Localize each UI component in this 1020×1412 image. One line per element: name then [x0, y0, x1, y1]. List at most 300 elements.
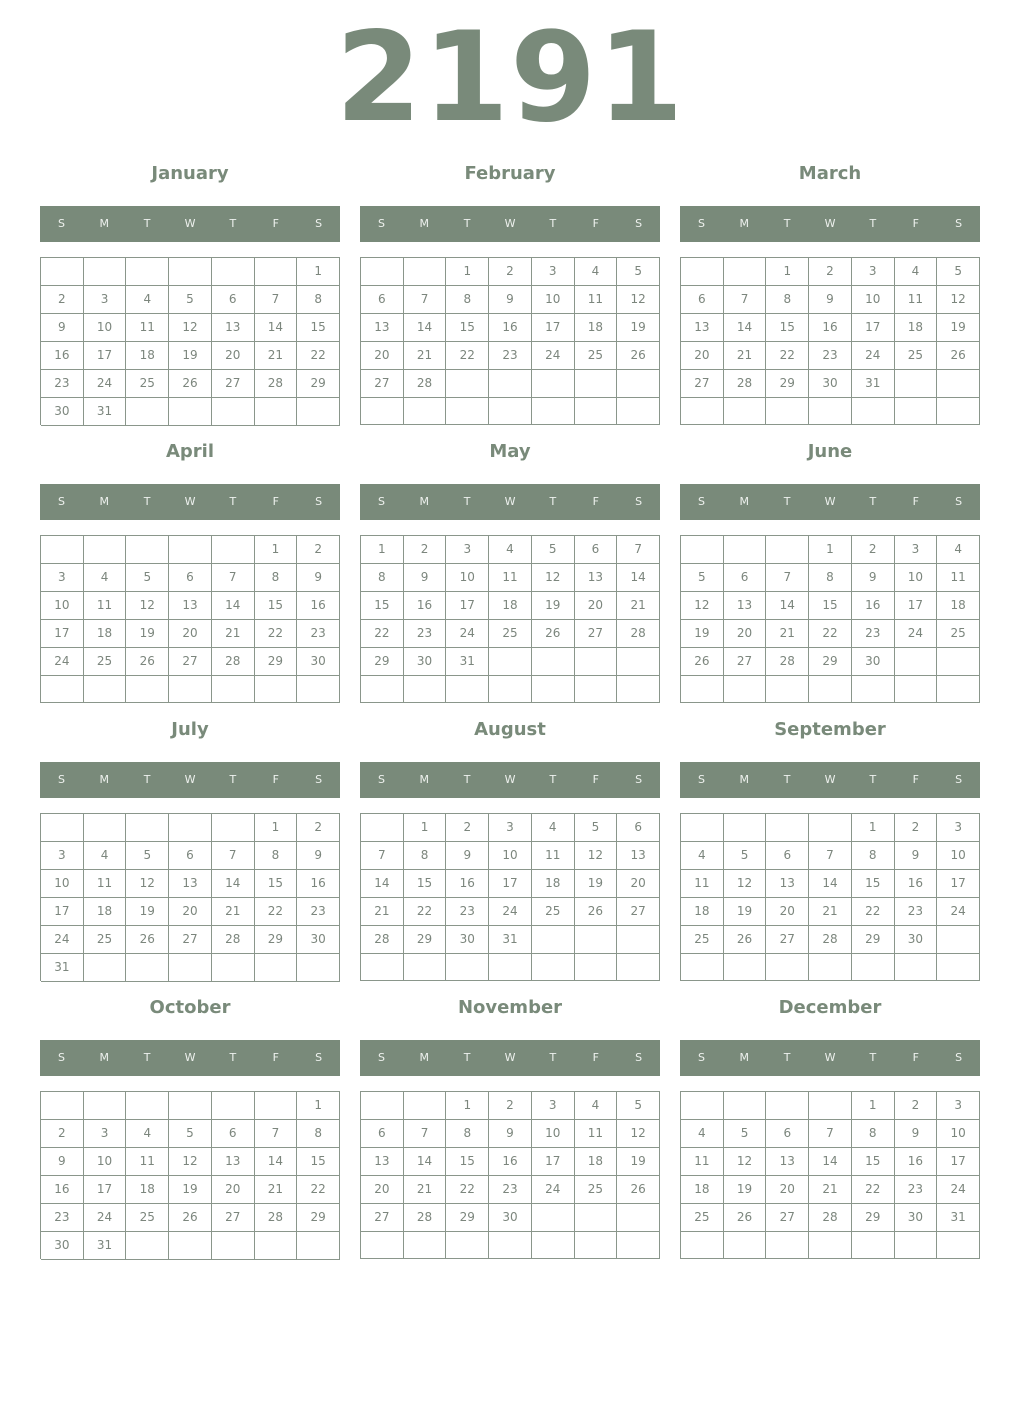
weekday-label: S — [377, 495, 385, 508]
day-grid — [40, 813, 340, 981]
day-cell: 22 — [255, 898, 298, 926]
month-name: October — [149, 997, 231, 1018]
day-cell: 20 — [575, 592, 618, 620]
day-grid — [680, 1091, 980, 1259]
weekday-label: S — [955, 495, 963, 508]
day-cell: 4 — [126, 286, 169, 314]
empty-day-cell — [809, 1232, 852, 1259]
empty-day-cell — [404, 1092, 447, 1120]
day-cell: 14 — [766, 592, 809, 620]
weekday-label: F — [912, 773, 919, 786]
day-cell: 24 — [446, 620, 489, 648]
day-cell: 11 — [532, 842, 575, 870]
day-cell: 2 — [41, 286, 84, 314]
day-cell: 17 — [532, 1148, 575, 1176]
day-cell: 25 — [937, 620, 980, 648]
day-cell: 15 — [809, 592, 852, 620]
empty-day-cell — [766, 1232, 809, 1259]
weekday-label: W — [184, 1051, 196, 1064]
day-cell: 26 — [617, 1176, 660, 1204]
day-cell: 6 — [766, 842, 809, 870]
day-cell: 30 — [404, 648, 447, 676]
day-cell: 28 — [255, 370, 298, 398]
day-cell: 8 — [404, 842, 447, 870]
weekday-label: T — [549, 1051, 557, 1064]
empty-day-cell — [681, 258, 724, 286]
day-cell: 27 — [361, 370, 404, 398]
day-cell: 14 — [404, 1148, 447, 1176]
day-cell: 15 — [766, 314, 809, 342]
month-name: September — [774, 719, 886, 740]
weekday-label: M — [419, 1051, 430, 1064]
empty-day-cell — [575, 648, 618, 676]
day-cell: 25 — [126, 370, 169, 398]
empty-day-cell — [617, 1232, 660, 1259]
empty-day-cell — [404, 1232, 447, 1259]
weekday-label: M — [419, 217, 430, 230]
day-cell: 5 — [617, 1092, 660, 1120]
empty-day-cell — [681, 1232, 724, 1259]
empty-day-cell — [446, 954, 489, 981]
weekday-label: T — [229, 217, 237, 230]
empty-day-cell — [212, 676, 255, 703]
empty-day-cell — [617, 676, 660, 703]
empty-day-cell — [937, 398, 980, 425]
weekday-label: F — [272, 495, 279, 508]
day-cell: 22 — [297, 342, 340, 370]
day-cell: 4 — [575, 258, 618, 286]
weekday-label: F — [592, 217, 599, 230]
day-cell: 20 — [361, 342, 404, 370]
day-cell: 17 — [41, 898, 84, 926]
weekday-header — [360, 762, 660, 798]
day-cell: 15 — [255, 870, 298, 898]
day-cell: 20 — [169, 620, 212, 648]
day-cell: 26 — [617, 342, 660, 370]
day-cell: 9 — [297, 842, 340, 870]
empty-day-cell — [126, 398, 169, 426]
day-cell: 20 — [766, 898, 809, 926]
day-cell: 14 — [617, 564, 660, 592]
day-cell: 5 — [169, 286, 212, 314]
day-cell: 13 — [361, 314, 404, 342]
day-cell: 23 — [489, 342, 532, 370]
day-cell: 13 — [766, 1148, 809, 1176]
day-cell: 21 — [809, 898, 852, 926]
day-cell: 24 — [937, 1176, 980, 1204]
empty-day-cell — [169, 1092, 212, 1120]
day-cell: 7 — [404, 286, 447, 314]
day-cell: 1 — [255, 814, 298, 842]
empty-day-cell — [169, 398, 212, 426]
day-cell: 16 — [297, 870, 340, 898]
day-cell: 8 — [255, 564, 298, 592]
day-cell: 23 — [852, 620, 895, 648]
day-cell: 23 — [446, 898, 489, 926]
empty-day-cell — [84, 536, 127, 564]
empty-day-cell — [681, 398, 724, 425]
weekday-label: W — [184, 495, 196, 508]
weekday-label: S — [57, 1051, 65, 1064]
day-cell: 24 — [532, 1176, 575, 1204]
weekday-label: W — [504, 773, 516, 786]
empty-day-cell — [404, 676, 447, 703]
day-cell: 12 — [617, 286, 660, 314]
day-cell: 18 — [937, 592, 980, 620]
empty-day-cell — [446, 676, 489, 703]
empty-day-cell — [361, 398, 404, 425]
day-cell: 3 — [489, 814, 532, 842]
day-cell: 27 — [169, 648, 212, 676]
weekday-label: F — [912, 217, 919, 230]
empty-day-cell — [895, 954, 938, 981]
day-cell: 10 — [489, 842, 532, 870]
weekday-label: W — [504, 495, 516, 508]
empty-day-cell — [766, 814, 809, 842]
month-name: February — [464, 163, 556, 184]
day-cell: 29 — [766, 370, 809, 398]
day-grid — [360, 535, 660, 703]
empty-day-cell — [84, 676, 127, 703]
day-cell: 29 — [297, 1204, 340, 1232]
day-cell: 6 — [575, 536, 618, 564]
day-cell: 6 — [361, 1120, 404, 1148]
day-cell: 28 — [361, 926, 404, 954]
day-cell: 3 — [446, 536, 489, 564]
weekday-header — [360, 484, 660, 520]
weekday-header — [680, 484, 980, 520]
weekday-label: S — [697, 773, 705, 786]
empty-day-cell — [446, 370, 489, 398]
day-cell: 17 — [446, 592, 489, 620]
day-cell: 10 — [41, 870, 84, 898]
day-cell: 27 — [169, 926, 212, 954]
day-cell: 25 — [681, 1204, 724, 1232]
day-cell: 22 — [361, 620, 404, 648]
empty-day-cell — [41, 536, 84, 564]
month-name: August — [474, 719, 546, 740]
day-cell: 7 — [361, 842, 404, 870]
month-name: January — [151, 163, 229, 184]
day-cell: 26 — [681, 648, 724, 676]
day-cell: 2 — [404, 536, 447, 564]
day-cell: 25 — [126, 1204, 169, 1232]
day-cell: 31 — [852, 370, 895, 398]
day-cell: 4 — [937, 536, 980, 564]
day-cell: 7 — [404, 1120, 447, 1148]
empty-day-cell — [255, 954, 298, 982]
day-cell: 27 — [575, 620, 618, 648]
empty-day-cell — [809, 954, 852, 981]
weekday-label: T — [549, 495, 557, 508]
day-cell: 23 — [297, 620, 340, 648]
day-cell: 1 — [852, 814, 895, 842]
empty-day-cell — [212, 814, 255, 842]
day-cell: 17 — [84, 1176, 127, 1204]
weekday-label: T — [143, 495, 151, 508]
weekday-label: F — [272, 217, 279, 230]
day-cell: 2 — [297, 814, 340, 842]
day-cell: 6 — [212, 1120, 255, 1148]
day-cell: 12 — [575, 842, 618, 870]
day-cell: 31 — [84, 398, 127, 426]
weekday-label: S — [315, 217, 323, 230]
day-cell: 13 — [766, 870, 809, 898]
day-cell: 11 — [126, 314, 169, 342]
weekday-label: S — [635, 773, 643, 786]
empty-day-cell — [681, 814, 724, 842]
day-cell: 8 — [852, 1120, 895, 1148]
empty-day-cell — [126, 536, 169, 564]
empty-day-cell — [489, 954, 532, 981]
day-cell: 15 — [446, 1148, 489, 1176]
day-cell: 14 — [212, 592, 255, 620]
day-cell: 1 — [255, 536, 298, 564]
day-cell: 22 — [852, 1176, 895, 1204]
day-grid — [360, 1091, 660, 1259]
empty-day-cell — [126, 258, 169, 286]
day-cell: 20 — [212, 342, 255, 370]
day-grid — [40, 257, 340, 425]
day-cell: 14 — [404, 314, 447, 342]
day-cell: 18 — [575, 314, 618, 342]
day-cell: 26 — [724, 926, 767, 954]
empty-day-cell — [212, 398, 255, 426]
day-cell: 7 — [617, 536, 660, 564]
day-cell: 3 — [41, 842, 84, 870]
day-cell: 29 — [809, 648, 852, 676]
day-cell: 19 — [937, 314, 980, 342]
weekday-label: W — [824, 773, 836, 786]
day-cell: 26 — [724, 1204, 767, 1232]
day-cell: 9 — [852, 564, 895, 592]
weekday-label: T — [549, 773, 557, 786]
weekday-label: T — [229, 773, 237, 786]
day-cell: 13 — [575, 564, 618, 592]
weekday-label: S — [57, 217, 65, 230]
day-cell: 7 — [809, 842, 852, 870]
day-cell: 10 — [532, 286, 575, 314]
empty-day-cell — [489, 1232, 532, 1259]
month-name: July — [171, 719, 209, 740]
empty-day-cell — [41, 1092, 84, 1120]
day-cell: 28 — [404, 1204, 447, 1232]
day-cell: 3 — [852, 258, 895, 286]
day-cell: 10 — [937, 1120, 980, 1148]
weekday-header — [40, 1040, 340, 1076]
day-cell: 24 — [41, 648, 84, 676]
day-cell: 6 — [169, 564, 212, 592]
empty-day-cell — [446, 398, 489, 425]
day-cell: 21 — [361, 898, 404, 926]
day-cell: 5 — [937, 258, 980, 286]
day-cell: 8 — [297, 286, 340, 314]
empty-day-cell — [724, 536, 767, 564]
day-cell: 20 — [212, 1176, 255, 1204]
day-cell: 23 — [489, 1176, 532, 1204]
day-cell: 4 — [895, 258, 938, 286]
day-cell: 13 — [169, 592, 212, 620]
day-cell: 18 — [895, 314, 938, 342]
empty-day-cell — [361, 814, 404, 842]
empty-day-cell — [212, 1232, 255, 1260]
day-cell: 9 — [446, 842, 489, 870]
empty-day-cell — [255, 398, 298, 426]
weekday-label: T — [143, 773, 151, 786]
day-cell: 10 — [852, 286, 895, 314]
empty-day-cell — [532, 954, 575, 981]
day-cell: 10 — [937, 842, 980, 870]
day-cell: 29 — [297, 370, 340, 398]
weekday-label: T — [229, 495, 237, 508]
empty-day-cell — [532, 926, 575, 954]
day-cell: 13 — [212, 1148, 255, 1176]
day-cell: 15 — [852, 870, 895, 898]
day-cell: 13 — [361, 1148, 404, 1176]
day-cell: 9 — [41, 1148, 84, 1176]
empty-day-cell — [126, 954, 169, 982]
day-cell: 15 — [297, 314, 340, 342]
day-cell: 30 — [41, 1232, 84, 1260]
empty-day-cell — [169, 258, 212, 286]
day-cell: 4 — [84, 842, 127, 870]
day-cell: 15 — [404, 870, 447, 898]
day-cell: 3 — [937, 814, 980, 842]
empty-day-cell — [126, 1092, 169, 1120]
day-cell: 23 — [297, 898, 340, 926]
day-cell: 6 — [724, 564, 767, 592]
day-cell: 25 — [575, 342, 618, 370]
day-cell: 26 — [937, 342, 980, 370]
day-cell: 17 — [937, 1148, 980, 1176]
day-cell: 22 — [255, 620, 298, 648]
empty-day-cell — [681, 954, 724, 981]
day-cell: 22 — [404, 898, 447, 926]
day-cell: 15 — [446, 314, 489, 342]
day-cell: 7 — [766, 564, 809, 592]
day-cell: 12 — [169, 314, 212, 342]
empty-day-cell — [404, 258, 447, 286]
day-grid — [680, 535, 980, 703]
day-cell: 26 — [532, 620, 575, 648]
day-cell: 8 — [809, 564, 852, 592]
weekday-label: F — [272, 1051, 279, 1064]
day-cell: 24 — [852, 342, 895, 370]
weekday-label: S — [697, 217, 705, 230]
day-cell: 6 — [617, 814, 660, 842]
day-cell: 9 — [404, 564, 447, 592]
day-cell: 11 — [681, 1148, 724, 1176]
empty-day-cell — [361, 954, 404, 981]
day-cell: 14 — [809, 870, 852, 898]
empty-day-cell — [532, 398, 575, 425]
day-cell: 11 — [937, 564, 980, 592]
empty-day-cell — [575, 398, 618, 425]
day-cell: 16 — [297, 592, 340, 620]
empty-day-cell — [937, 370, 980, 398]
weekday-label: M — [99, 1051, 110, 1064]
empty-day-cell — [766, 398, 809, 425]
day-cell: 3 — [84, 286, 127, 314]
empty-day-cell — [361, 1092, 404, 1120]
empty-day-cell — [575, 1204, 618, 1232]
day-cell: 25 — [575, 1176, 618, 1204]
day-cell: 8 — [361, 564, 404, 592]
day-cell: 8 — [852, 842, 895, 870]
weekday-label: W — [504, 217, 516, 230]
weekday-label: F — [912, 1051, 919, 1064]
day-cell: 16 — [895, 870, 938, 898]
day-cell: 30 — [489, 1204, 532, 1232]
day-cell: 31 — [937, 1204, 980, 1232]
day-cell: 21 — [766, 620, 809, 648]
empty-day-cell — [937, 676, 980, 703]
month-name: March — [798, 163, 862, 184]
day-cell: 9 — [489, 286, 532, 314]
empty-day-cell — [895, 398, 938, 425]
day-cell: 9 — [895, 1120, 938, 1148]
day-cell: 4 — [681, 1120, 724, 1148]
day-cell: 2 — [895, 1092, 938, 1120]
empty-day-cell — [489, 676, 532, 703]
day-cell: 6 — [169, 842, 212, 870]
day-cell: 21 — [617, 592, 660, 620]
day-cell: 28 — [255, 1204, 298, 1232]
day-cell: 16 — [446, 870, 489, 898]
weekday-label: S — [315, 1051, 323, 1064]
day-cell: 22 — [297, 1176, 340, 1204]
day-cell: 27 — [724, 648, 767, 676]
day-cell: 23 — [41, 370, 84, 398]
day-cell: 24 — [937, 898, 980, 926]
day-cell: 24 — [532, 342, 575, 370]
weekday-label: M — [99, 495, 110, 508]
weekday-label: S — [955, 1051, 963, 1064]
day-cell: 7 — [809, 1120, 852, 1148]
empty-day-cell — [255, 258, 298, 286]
day-cell: 18 — [489, 592, 532, 620]
day-cell: 6 — [361, 286, 404, 314]
day-cell: 8 — [446, 1120, 489, 1148]
day-cell: 1 — [852, 1092, 895, 1120]
empty-day-cell — [361, 258, 404, 286]
empty-day-cell — [681, 676, 724, 703]
day-grid — [40, 1091, 340, 1259]
weekday-label: F — [592, 495, 599, 508]
day-cell: 29 — [446, 1204, 489, 1232]
day-cell: 13 — [617, 842, 660, 870]
weekday-label: M — [419, 495, 430, 508]
day-cell: 12 — [724, 870, 767, 898]
weekday-label: M — [99, 217, 110, 230]
day-cell: 1 — [297, 258, 340, 286]
day-cell: 30 — [297, 926, 340, 954]
day-cell: 7 — [255, 286, 298, 314]
day-cell: 9 — [895, 842, 938, 870]
day-cell: 15 — [297, 1148, 340, 1176]
empty-day-cell — [84, 814, 127, 842]
empty-day-cell — [724, 676, 767, 703]
day-cell: 26 — [126, 648, 169, 676]
day-cell: 12 — [617, 1120, 660, 1148]
day-cell: 27 — [617, 898, 660, 926]
day-cell: 18 — [84, 898, 127, 926]
empty-day-cell — [532, 648, 575, 676]
weekday-label: S — [315, 773, 323, 786]
day-cell: 24 — [84, 370, 127, 398]
day-cell: 8 — [766, 286, 809, 314]
day-cell: 7 — [255, 1120, 298, 1148]
